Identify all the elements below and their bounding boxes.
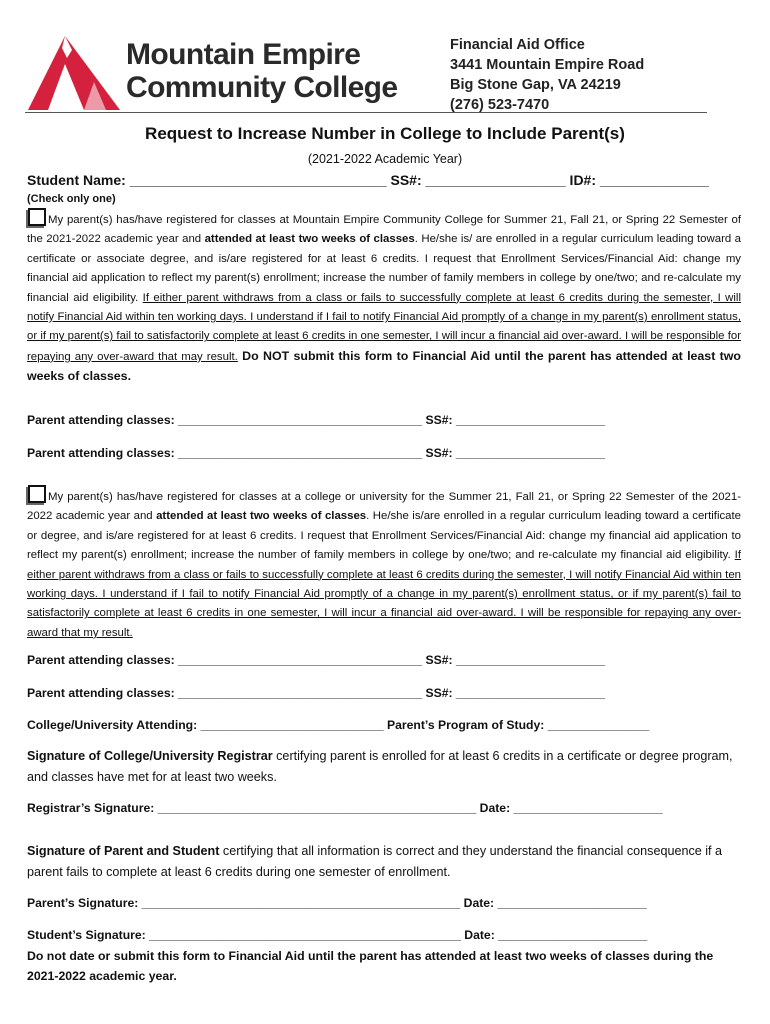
form-title: Request to Increase Number in College to Include Parent(s) bbox=[145, 124, 625, 143]
parent-signature-line[interactable]: Parent’s Signature: _______________________________________________ Date: ______________________ bbox=[27, 896, 647, 910]
parent-student-text: certifying that all information is correct and they understand the financial consequence if a parent fails to complete at least 6 credits during one semester of enrollment. bbox=[27, 844, 723, 879]
option-1-checkbox[interactable] bbox=[28, 208, 46, 226]
option-1-warning: Do NOT submit this form to Financial Aid until the parent has attended at least two weeks of classes. bbox=[27, 348, 741, 384]
registrar-text: certifying parent is enrolled for at least 6 credits in a certificate or degree program, and classes have met for at least two weeks. bbox=[27, 749, 733, 784]
option-2-text-bold: attended at least two weeks of classes bbox=[156, 510, 367, 523]
office-address bbox=[450, 35, 644, 115]
office-phone: (276) 523-7470 bbox=[450, 97, 550, 113]
option-1-text-b: . He/she is/ are enrolled in a regular curriculum leading toward a certificate or associate degree, and is/are registered for at least 6 credits. I request that Enrollment Services/Financial Aid: change my financial aid application to reflect my parent(s) enrollment; increase the number of family members in college by one/two; and re-calculate my financial aid eligibility. bbox=[27, 233, 741, 304]
registrar-certification bbox=[27, 746, 747, 787]
office-name: Financial Aid Office bbox=[450, 37, 585, 53]
option-1-text-bold: attended at least two weeks of classes bbox=[204, 233, 415, 246]
form-subtitle: (2021-2022 Academic Year) bbox=[307, 152, 463, 166]
option-1-text-a: My parent(s) has/have registered for classes at Mountain Empire Community College for Summer 21, Fall 21, or Spring 22 Semester of the 2021-2022 academic year and bbox=[27, 214, 741, 246]
parent-student-certification bbox=[27, 841, 747, 882]
college-attending-line[interactable]: College/University Attending: ___________________________ Parent’s Program of Study: _______________ bbox=[27, 718, 650, 732]
option-2-checkbox[interactable] bbox=[28, 485, 46, 503]
option-2-text-underline: If either parent withdraws from a class or fails to successfully complete at least 6 credits during the semester, I will notify Financial Aid within ten working days. I understand if I fail to notify Financial Aid promptly of a change in my parent(s) enrollment status, or if my parent(s) fail to satisfactorily complete at least 6 credits in one semester, I will incur a financial aid over-award. I will be responsible for repaying any over-award that my result. bbox=[27, 549, 741, 639]
parent-student-heading: Signature of Parent and Student bbox=[27, 844, 220, 858]
student-signature-line[interactable]: Student’s Signature: ______________________________________________ Date: ______________________ bbox=[27, 928, 648, 942]
header-divider bbox=[25, 112, 707, 113]
office-street: 3441 Mountain Empire Road bbox=[450, 57, 645, 73]
office-city: Big Stone Gap, VA 24219 bbox=[450, 77, 621, 93]
option-1-parent-line-2[interactable]: Parent attending classes: ____________________________________ SS#: ______________________ bbox=[27, 446, 606, 460]
registrar-heading: Signature of College/University Registrar bbox=[27, 749, 273, 763]
student-info-line[interactable]: Student Name: _________________________________ SS#: __________________ ID#: ______________ bbox=[27, 172, 709, 188]
option-2-parent-line-2[interactable]: Parent attending classes: ____________________________________ SS#: ______________________ bbox=[27, 686, 606, 700]
college-name-line2: Community College bbox=[126, 71, 398, 104]
option-1-parent-line-1[interactable]: Parent attending classes: ____________________________________ SS#: ______________________ bbox=[27, 413, 606, 427]
mountain-logo-icon bbox=[26, 36, 122, 112]
option-2-text-a: My parent(s) has/have registered for classes at a college or university for the Summer 21, Fall 21, or Spring 22 Semester of the 2021-2022 academic year and bbox=[27, 491, 741, 523]
option-1-text-underline: If either parent withdraws from a class or fails to successfully complete at least 6 credits during the semester, I will notify Financial Aid within ten working days. I understand if I fail to notify Financial Aid promptly of a change in my parent(s) enrollment status, or if my parent(s) fail to satisfactorily complete at least 6 credits in one semester, I will incur a financial aid over-award. I will be responsible for repaying any over-award that may result. bbox=[27, 291, 741, 363]
footer-warning: Do not date or submit this form to Financial Aid until the parent has attended at least two weeks of classes during the 2021-2022 academic year. bbox=[27, 949, 714, 983]
option-2-paragraph bbox=[27, 485, 741, 643]
option-1-paragraph bbox=[27, 208, 741, 388]
check-only-note: (Check only one) bbox=[27, 193, 116, 205]
college-name-line1: Mountain Empire bbox=[126, 38, 361, 71]
registrar-signature-line[interactable]: Registrar’s Signature: _______________________________________________ Date: ______________________ bbox=[27, 801, 663, 815]
option-2-text-b: . He/she is/are enrolled in a regular curriculum leading toward a certificate or degree, and is/are registered for at least 6 credits. I request that Enrollment Services/Financial Aid: change my financial aid application to reflect my parent(s) enrollment; increase the number of family members in college by one/two; and re-calculate my financial aid eligibility. bbox=[27, 510, 741, 562]
college-logo-text bbox=[126, 38, 398, 104]
option-2-parent-line-1[interactable]: Parent attending classes: ____________________________________ SS#: ______________________ bbox=[27, 653, 606, 667]
